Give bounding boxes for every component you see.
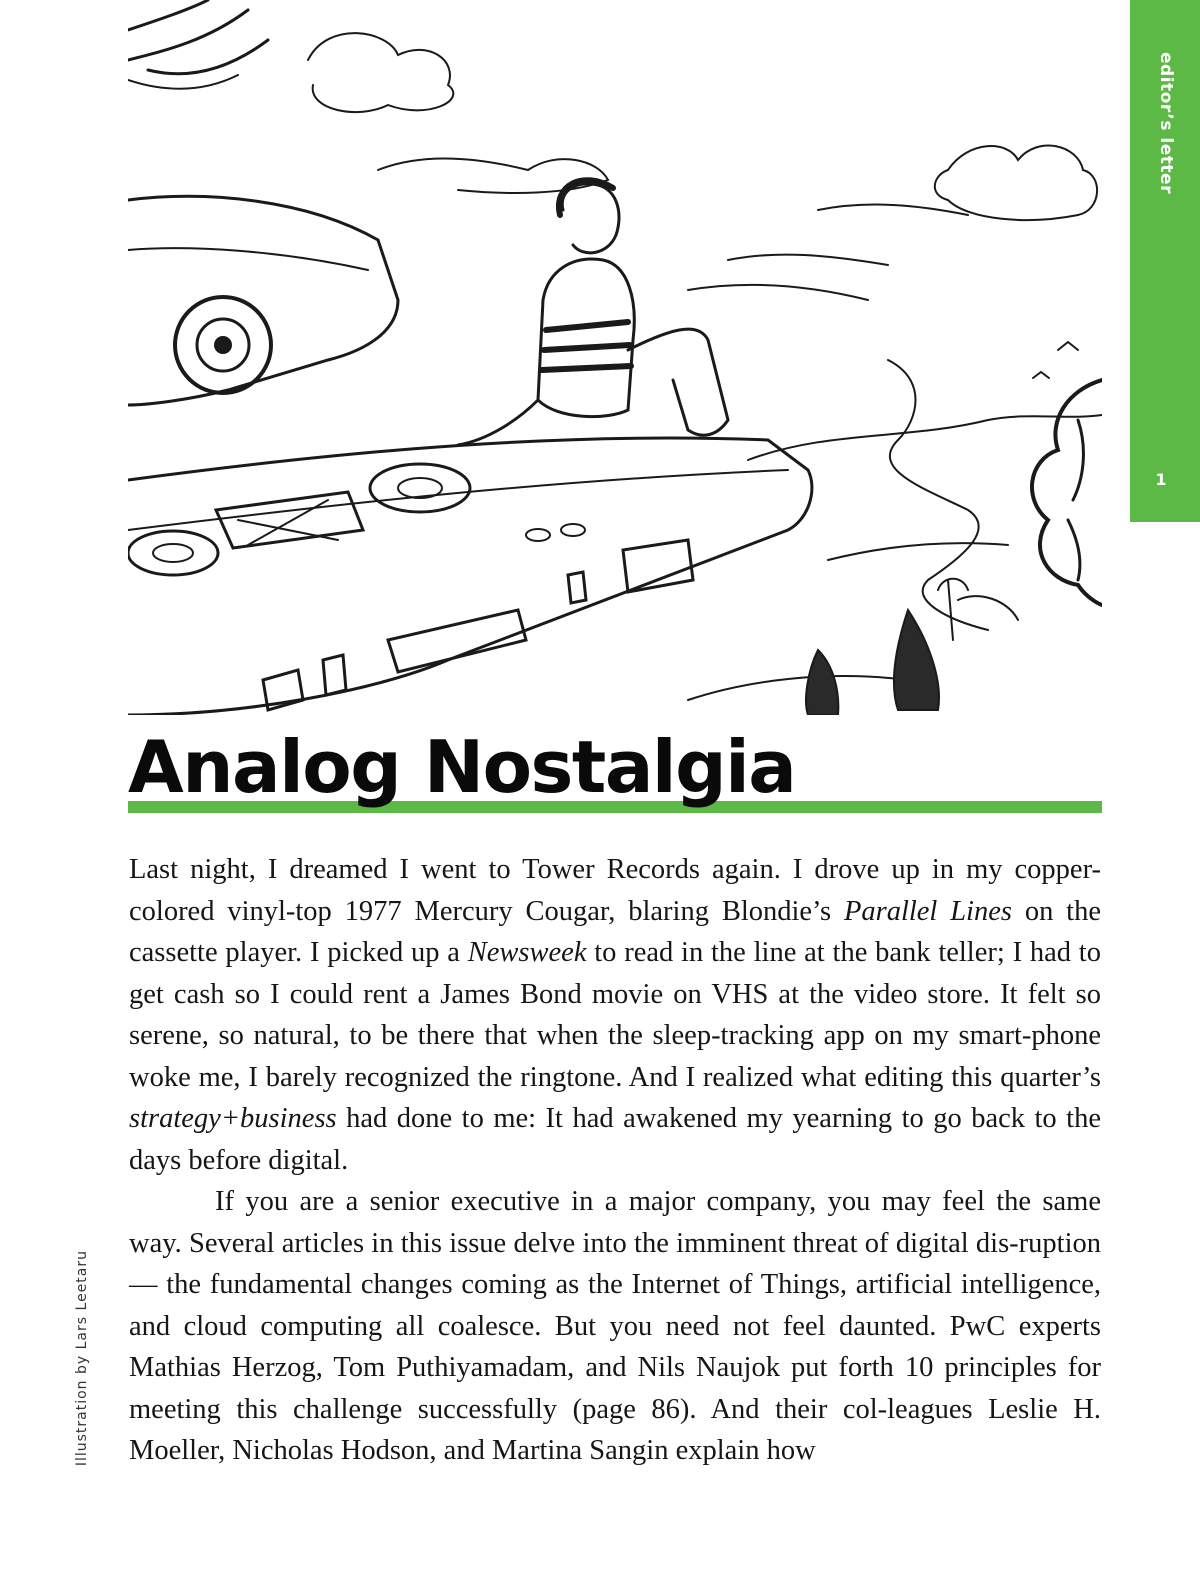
magazine-title: Newsweek (467, 937, 587, 968)
bird-1 (1058, 342, 1078, 350)
tree-small-2 (806, 650, 838, 715)
man-torso (538, 259, 634, 417)
tree-right (1032, 380, 1102, 605)
cassette-body (128, 438, 812, 715)
illustration-drawing (128, 0, 1102, 715)
section-tab[interactable] (1130, 0, 1200, 522)
tree-branches (128, 0, 268, 74)
cassette-reel-left (128, 531, 218, 575)
tree-small-1 (894, 610, 939, 710)
paragraph-1-text-d: had done to me: It had awakened my yearning to go back to the days before digital. (129, 1103, 1101, 1176)
publication-title: strategy+business (129, 1103, 337, 1134)
page-number: 1 (1155, 470, 1167, 489)
article-title: Analog Nostalgia (128, 725, 796, 809)
illustration-credit: Illustration by Lars Leetaru (74, 1250, 90, 1467)
paragraph-1-text-a: Last night, I dreamed I went to Tower Records again. I drove up in my copper-colored vinyl-top 1977 Mercury Cougar, blaring Blondie’s (129, 854, 1101, 927)
article-body (129, 849, 1101, 1472)
man-head (562, 184, 619, 253)
paragraph-1 (129, 849, 1101, 1181)
cloud-right (935, 146, 1097, 220)
section-tab-label: editor’s letter (1156, 52, 1176, 194)
album-title: Parallel Lines (843, 895, 1012, 927)
cassette-reel-right (370, 464, 470, 512)
paragraph-1-text-b: on the cassette player. I picked up a (129, 895, 1101, 968)
bird-2 (1033, 372, 1049, 378)
paragraph-1-text-c: to read in the line at the bank teller; I had to get cash so I could rent a James Bond movie on VHS at the video store. It felt so serene, so natural, to be there that when the sleep-tracking app on my smart-phone woke me, I barely recognized the ringtone. And I realized what editing this quarter’s (129, 937, 1101, 1093)
cover-illustration (128, 0, 1102, 715)
title-block (128, 722, 1102, 817)
paragraph-2: If you are a senior executive in a major company, you may feel the same way. Several articles in this issue delve into the imminent threat of digital dis-ruption — the fundamental changes coming as the Internet of Things, artificial intelligence, and cloud computing all coalesce. But you need not feel daunted. PwC experts Mathias Herzog, Tom Puthiyamadam, and Nils Naujok put forth 10 principles for meeting this challenge successfully (page 86). And their col-leagues Leslie H. Moeller, Nicholas Hodson, and Martina Sangin explain how (129, 1186, 1101, 1466)
man-legs (628, 329, 728, 435)
cloud-left (308, 33, 453, 112)
